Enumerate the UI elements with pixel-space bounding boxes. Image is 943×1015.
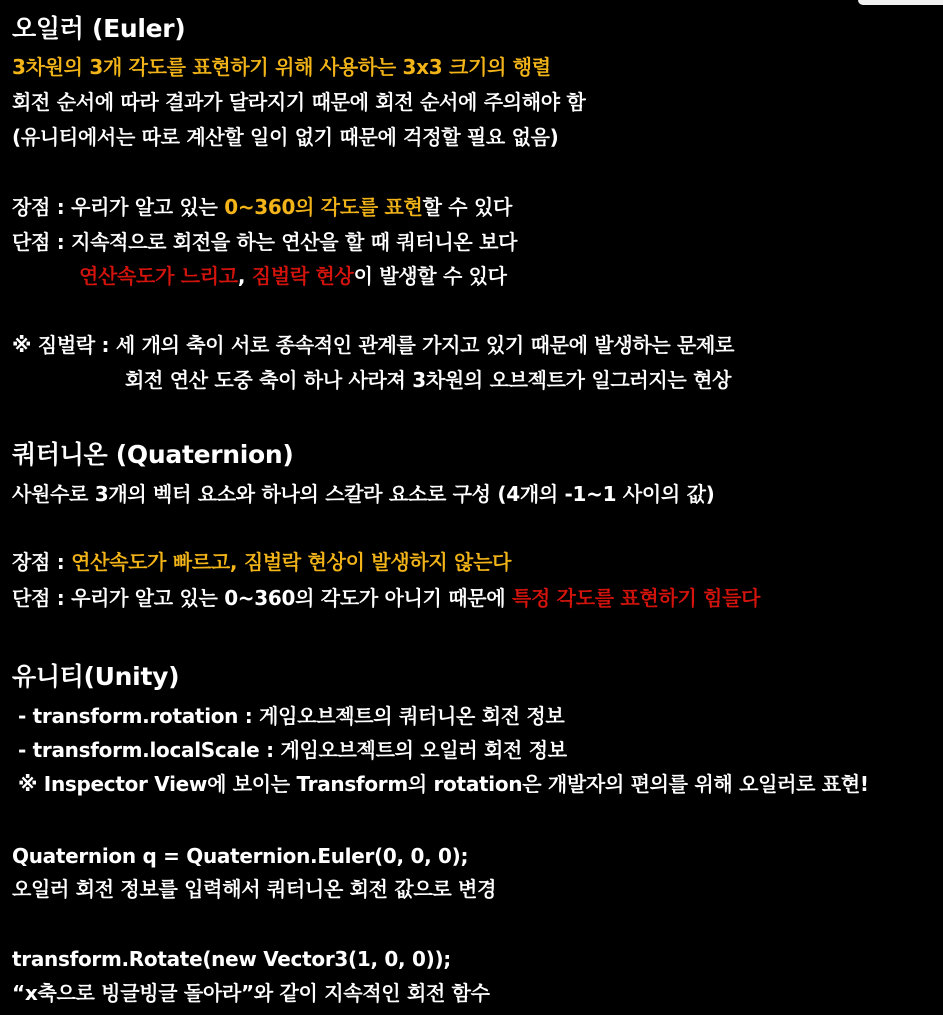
unity-local-scale: - transform.localScale : 게임오브젝트의 오일러 회전 정보 [18, 738, 567, 762]
euler-pro-label: 장점 : 우리가 알고 있는 [12, 195, 225, 219]
code-quaternion-euler: Quaternion q = Quaternion.Euler(0, 0, 0); [12, 844, 469, 868]
quaternion-con [12, 584, 760, 612]
gimbal-line1: ※ 짐벌락 : 세 개의 축이 서로 종속적인 관계를 가지고 있기 때문에 발생하는 문제로 [12, 333, 735, 357]
unity-rotation: - transform.rotation : 게임오브젝트의 쿼터니온 회전 정보 [18, 704, 565, 728]
euler-pro-tail: 할 수 있다 [422, 195, 512, 219]
quaternion-con-label: 단점 : 우리가 알고 있는 0~360의 각도가 아니기 때문에 [12, 586, 512, 610]
euler-definition: 3차원의 3개 각도를 표현하기 위해 사용하는 3x3 크기의 행렬 [12, 55, 551, 79]
euler-pro-highlight: 0~360의 각도를 표현 [224, 195, 423, 219]
quaternion-con-highlight: 특정 각도를 표현하기 힘들다 [511, 586, 761, 610]
quaternion-pro [12, 548, 511, 576]
unity-heading: 유니티(Unity) [12, 662, 180, 691]
window-corner-tab [858, 0, 943, 5]
euler-con-line2 [79, 262, 507, 290]
unity-inspector-note: ※ Inspector View에 보이는 Transform의 rotation은 개발자의 편의를 위해 오일러로 표현! [18, 772, 869, 796]
quaternion-pro-label: 장점 : [12, 550, 72, 574]
code-transform-rotate-desc: “x축으로 빙글빙글 돌아라”와 같이 지속적인 회전 함수 [12, 981, 490, 1005]
euler-order-note: 회전 순서에 따라 결과가 달라지기 때문에 회전 순서에 주의해야 함 [12, 90, 586, 114]
euler-con-red1: 연산속도가 느리고 [79, 264, 238, 288]
euler-heading: 오일러 (Euler) [12, 14, 186, 43]
quaternion-heading: 쿼터니온 (Quaternion) [12, 440, 294, 469]
euler-con-comma: , [237, 264, 252, 288]
euler-unity-note: (유니티에서는 따로 계산할 일이 없기 때문에 걱정할 필요 없음) [12, 125, 559, 149]
euler-con-red2: 짐벌락 현상 [251, 264, 354, 288]
euler-con-line1: 단점 : 지속적으로 회전을 하는 연산을 할 때 쿼터니온 보다 [12, 230, 518, 254]
code-transform-rotate: transform.Rotate(new Vector3(1, 0, 0)); [12, 947, 451, 971]
euler-con-tail: 이 발생할 수 있다 [353, 264, 507, 288]
quaternion-pro-highlight: 연산속도가 빠르고, 짐벌락 현상이 발생하지 않는다 [71, 550, 512, 574]
quaternion-definition: 사원수로 3개의 벡터 요소와 하나의 스칼라 요소로 구성 (4개의 -1~1 사이의 값) [12, 482, 715, 506]
gimbal-line2: 회전 연산 도중 축이 하나 사라져 3차원의 오브젝트가 일그러지는 현상 [125, 368, 732, 392]
euler-pro [12, 193, 512, 221]
code-quaternion-euler-desc: 오일러 회전 정보를 입력해서 쿼터니온 회전 값으로 변경 [12, 877, 497, 901]
